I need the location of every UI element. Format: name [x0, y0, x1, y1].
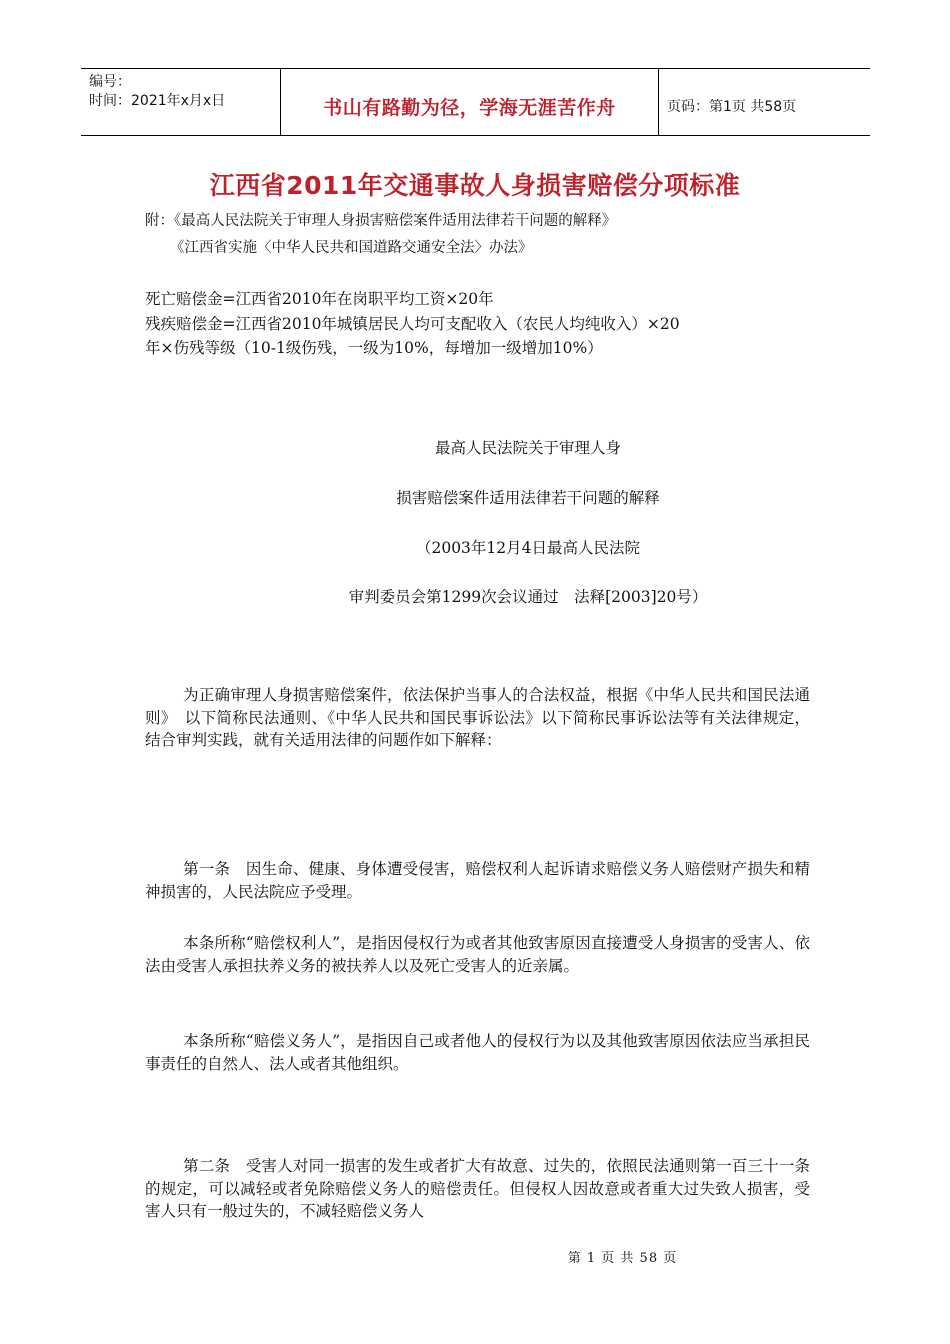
article-1-p2-text: 本条所称“赔偿权利人”，是指因侵权行为或者其他致害原因直接遭受人身损害的受害人、依法由受害人承担扶养义务的被扶养人以及死亡受害人的近亲属。: [145, 934, 810, 975]
attachment-line-2: 《江西省实施〈中华人民共和国道路交通安全法〉办法》: [170, 240, 533, 256]
paragraph-article-1-p3: [145, 1030, 810, 1075]
page-header: [81, 68, 870, 136]
formula-line-1: 死亡赔偿金=江西省2010年在岗职平均工资×20年: [145, 290, 494, 308]
doc-heading-line-1: 最高人民法院关于审理人身: [434, 439, 621, 457]
paragraph-preamble: [145, 684, 810, 752]
formula-line-3: 年×伤残等级（10-1级伤残，一级为10%，每增加一级增加10%）: [145, 339, 603, 357]
formula-line-2: 残疾赔偿金=江西省2010年城镇居民人均可支配收入（农民人均纯收入）×20: [145, 315, 680, 333]
article-2-text: 第二条 受害人对同一损害的发生或者扩大有故意、过失的，依照民法通则第一百三十一条的规定，可以减轻或者免除赔偿义务人的赔偿责任。但侵权人因故意或者重大过失致人损害，受害人只有一般过失的，不减轻赔偿义务人: [145, 1157, 810, 1220]
header-motto: 书山有路勤为径，学海无涯苦作舟: [323, 96, 616, 119]
document-title: 江西省2011年交通事故人身损害赔偿分项标准: [209, 171, 741, 200]
header-page-info: [659, 69, 870, 135]
paragraph-article-1: [145, 858, 810, 903]
header-meta: [81, 69, 281, 135]
paragraph-article-1-p2: [145, 932, 810, 977]
header-motto-cell: [281, 69, 659, 135]
number-label: 编号：: [89, 74, 131, 90]
preamble-text: 为正确审理人身损害赔偿案件，依法保护当事人的合法权益，根据《中华人民共和国民法通则》 以下简称民法通则、《中华人民共和国民事诉讼法》以下简称民事诉讼法等有关法律规定，结合审判实践，就有关适用法律的问题作如下解释：: [145, 686, 810, 749]
page-info-text: 页码：第1页 共58页: [667, 99, 797, 115]
doc-heading-line-3: （2003年12月4日最高人民法院: [415, 539, 641, 557]
time-label: 时间：2021年x月x日: [89, 93, 226, 109]
attachment-line-1: 附：《最高人民法院关于审理人身损害赔偿案件适用法律若干问题的解释》: [145, 213, 617, 229]
page-footer: 第 1 页 共 58 页: [567, 1251, 678, 1266]
doc-heading-line-4: 审判委员会第1299次会议通过 法释[2003]20号）: [348, 588, 708, 606]
article-1-p3-text: 本条所称“赔偿义务人”，是指因自己或者他人的侵权行为以及其他致害原因依法应当承担民事责任的自然人、法人或者其他组织。: [145, 1032, 810, 1073]
doc-heading-line-2: 损害赔偿案件适用法律若干问题的解释: [396, 489, 660, 507]
article-1-text: 第一条 因生命、健康、身体遭受侵害，赔偿权利人起诉请求赔偿义务人赔偿财产损失和精神损害的，人民法院应予受理。: [145, 860, 810, 901]
paragraph-article-2: [145, 1155, 810, 1223]
